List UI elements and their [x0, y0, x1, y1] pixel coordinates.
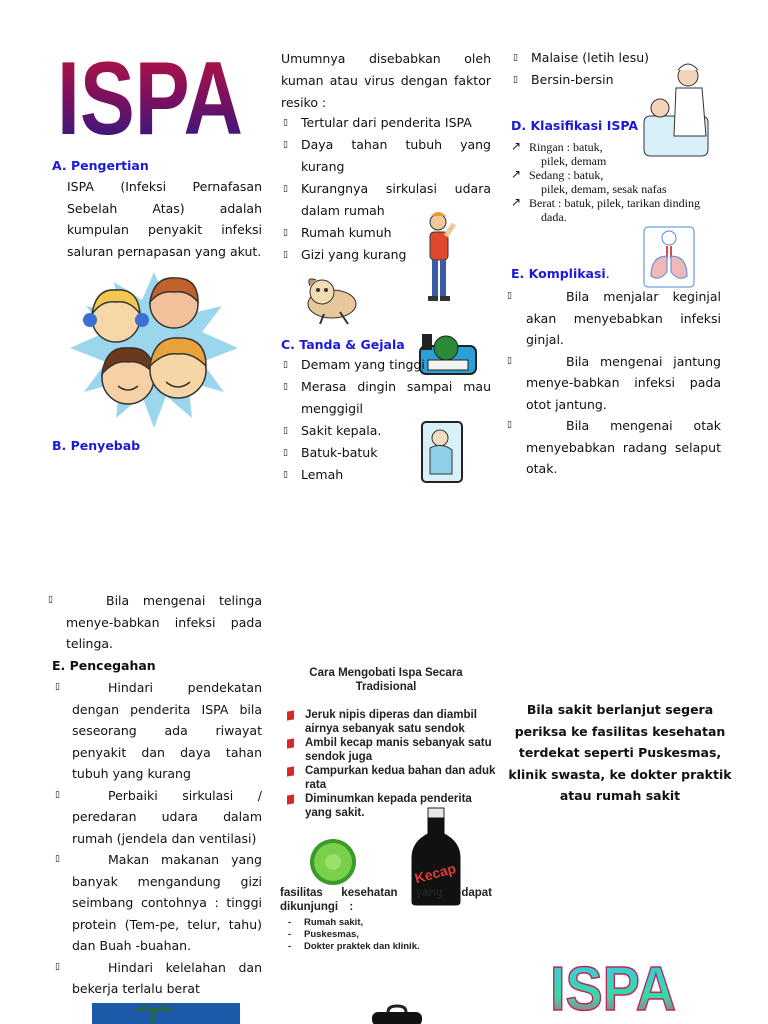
list-item: Ambil kecap manis sebanyak satu sendok juga	[287, 736, 497, 764]
list-item: ↗ Ringan : batuk, pilek, demam	[511, 139, 607, 168]
list-item: Diminumkan kepada penderita yang sakit.	[287, 792, 497, 820]
check-icon: ↗	[511, 139, 522, 153]
symptom-list-continued	[511, 47, 661, 91]
list-item: ▯ Bila mengenai telinga menye-babkan infeksi pada telinga.	[48, 593, 262, 651]
list-item: ▯ Tertular dari penderita ISPA	[283, 115, 472, 130]
cara-mengobati-title	[280, 666, 492, 694]
check-icon: ↗	[511, 167, 522, 181]
list-item: ▯ Bila mengenai jantung menye-babkan infeksi pada otot jantung.	[507, 353, 721, 412]
bullet-icon	[287, 766, 294, 776]
tanda-gejala-heading: C. Tanda & Gejala	[281, 337, 405, 352]
list-item: ▯ Malaise (letih lesu)	[513, 50, 650, 65]
list-item: ▯ Bila mengenai otak menyebabkan radang selaput otak.	[507, 418, 721, 476]
pengertian-heading: A. Pengertian	[52, 158, 149, 173]
medical-bag-illustration	[370, 1004, 424, 1024]
list-item: ▯ Lemah	[283, 467, 344, 482]
cara-mengobati-steps	[287, 708, 497, 820]
list-item: ▯ Batuk-batuk	[283, 445, 378, 460]
dash-icon: -	[288, 917, 292, 928]
pengertian-text: ISPA (Infeksi Pernafasan Sebelah Atas) adalah kumpulan penyakit infeksi saluran pernapasan yang akut.	[67, 179, 262, 259]
list-item: Jeruk nipis diperas dan diambil airnya sebanyak satu sendok	[287, 708, 497, 736]
children-illustration	[66, 270, 242, 430]
dog-illustration	[302, 272, 364, 326]
list-item: ▯ Kurangnya sirkulasi udara dalam rumah	[283, 181, 491, 218]
list-item: ▯ Hindari kelelahan dan bekerja terlalu berat	[55, 959, 262, 996]
ispa-logo-text: ISPA	[57, 42, 243, 142]
list-item: ▯ Daya tahan tubuh yang kurang	[283, 137, 491, 174]
list-item: ▯ Rumah kumuh	[283, 225, 392, 240]
list-item: ▯ Perbaiki sirkulasi / peredaran udara dalam rumah (jendela dan ventilasi)	[55, 787, 262, 846]
komplikasi-heading-dot: .	[605, 266, 610, 281]
list-item: - Rumah sakit,	[288, 917, 364, 928]
list-item: Campurkan kedua bahan dan aduk rata	[287, 764, 497, 792]
list-item: ▯ Gizi yang kurang	[283, 247, 407, 262]
komplikasi-telinga	[48, 590, 262, 655]
ispa-logo-small	[548, 956, 678, 1014]
cara-mengobati-title-line2: Tradisional	[355, 681, 417, 693]
klasifikasi-heading: D. Klasifikasi ISPA	[511, 118, 639, 133]
fasilitas-list	[288, 917, 488, 953]
sneezing-man-illustration	[420, 210, 462, 302]
palm-tree-photo	[92, 1003, 240, 1024]
bullet-icon	[287, 738, 294, 748]
list-item: ↗ Sedang : batuk, pilek, demam, sesak nafas	[511, 167, 667, 196]
pencegahan-list	[55, 677, 262, 1000]
lungs-illustration	[643, 226, 695, 288]
list-item: - Puskesmas,	[288, 929, 359, 940]
komplikasi-heading-text: E. Komplikasi	[511, 266, 606, 281]
list-item: ▯ Merasa dingin sampai mau menggigil	[283, 379, 491, 416]
ispa-logo-small-text: ISPA	[550, 956, 676, 1014]
lime-illustration	[309, 838, 357, 886]
sick-woman-illustration	[420, 420, 464, 484]
dash-icon: -	[288, 929, 292, 940]
list-item: - Dokter praktek dan klinik.	[288, 941, 420, 952]
penyebab-intro: Umumnya disebabkan oleh kuman atau virus dengan faktor resiko :	[281, 51, 491, 110]
penyebab-heading: B. Penyebab	[52, 438, 141, 453]
cara-mengobati-title-line1: Cara Mengobati Ispa Secara	[309, 667, 463, 679]
list-item: ▯ Makan makanan yang banyak mengandung gizi seimbang contohnya : tinggi protein (Tem-pe, telur, tahu) dan Buah -buahan.	[55, 852, 262, 953]
pencegahan-heading: E. Pencegahan	[52, 658, 156, 673]
komplikasi-heading	[511, 266, 610, 281]
fasilitas-intro: fasilitas kesehatan yang dapat dikunjungi :	[280, 887, 492, 913]
list-item: ▯ Bersin-bersin	[513, 72, 614, 87]
advice-notice: Bila sakit berlanjut segera periksa ke fasilitas kesehatan terdekat seperti Puskesmas, klinik swasta, ke dokter praktik atau rumah sakit	[508, 702, 732, 803]
bullet-icon	[287, 710, 294, 720]
list-item: ▯ Bila menjalar keginjal akan menyebabkan infeksi ginjal.	[507, 289, 721, 347]
dash-icon: -	[288, 941, 292, 952]
list-item: ▯ Sakit kepala.	[283, 423, 382, 438]
list-item: ▯ Hindari pendekatan dengan penderita ISPA bila seseorang ada riwayat penyakit dan daya tahan tubuh yang kurang	[55, 680, 262, 781]
ispa-logo	[55, 42, 245, 142]
list-item: ↗ Berat : batuk, pilek, tarikan dinding dada.	[511, 195, 700, 224]
bullet-icon	[287, 794, 294, 804]
check-icon: ↗	[511, 195, 522, 209]
komplikasi-list	[507, 286, 721, 480]
list-item: ▯ Demam yang tinggi	[283, 357, 425, 372]
klasifikasi-list	[511, 140, 723, 224]
kecap-label: Kecap	[412, 859, 458, 887]
